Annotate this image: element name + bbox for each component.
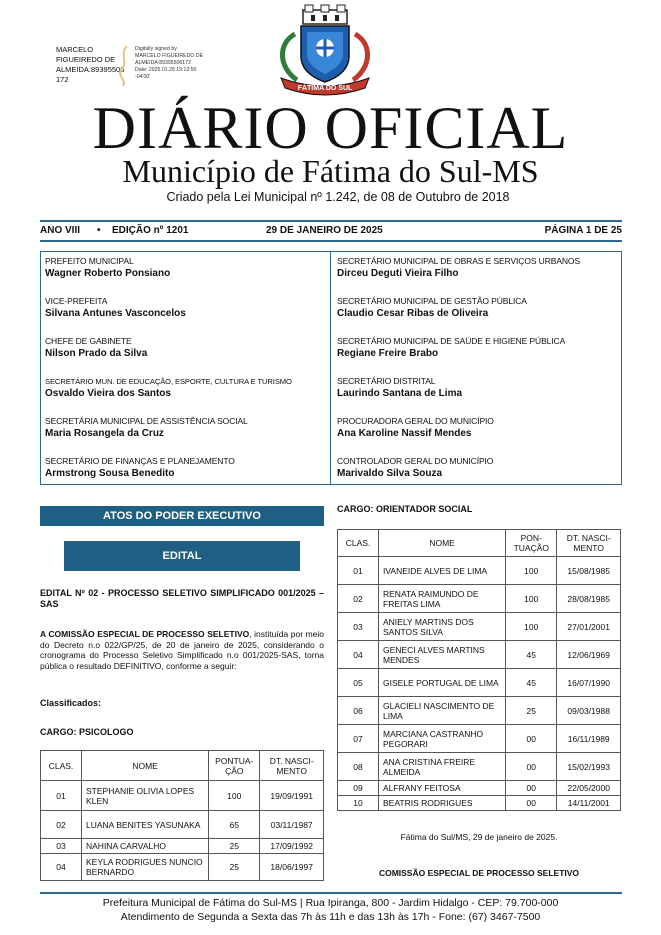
signature-detail-line: -04'00'	[135, 74, 151, 80]
cell-nome: GLACIELI NASCIMENTO DE LIMA	[379, 697, 506, 725]
official-entry	[337, 256, 622, 280]
signature-detail-line: Digitally signed by	[135, 46, 177, 52]
masthead-title: DIÁRIO OFICIAL	[92, 95, 569, 161]
footer-address: Prefeitura Municipal de Fátima do Sul-MS | Rua Ipiranga, 800 - Jardim Hidalgo - CEP: 79.700-000	[102, 897, 559, 909]
table-header-row	[338, 530, 621, 557]
edition-year: ANO VIII	[40, 225, 81, 236]
psicologo-results-table	[40, 750, 324, 881]
cell-nascimento: 15/02/1993	[557, 753, 621, 781]
cell-clas: 04	[41, 854, 82, 881]
official-name: Silvana Antunes Vasconcelos	[45, 308, 186, 319]
cell-clas: 05	[338, 669, 379, 697]
table-row	[338, 753, 621, 781]
cell-nascimento: 18/06/1997	[260, 854, 324, 881]
cell-nome: IVANEIDE ALVES DE LIMA	[379, 557, 506, 585]
cell-pontuacao: 45	[506, 641, 557, 669]
table-row	[338, 585, 621, 613]
footer-rule	[40, 892, 622, 894]
cell-pontuacao: 25	[506, 697, 557, 725]
official-role: PROCURADORA GERAL DO MUNICÍPIO	[337, 416, 494, 426]
masthead-law: Criado pela Lei Municipal nº 1.242, de 08 de Outubro de 2018	[166, 190, 510, 204]
official-role: SECRETÁRIO DISTRITAL	[337, 376, 436, 386]
official-entry	[337, 296, 622, 320]
official-entry	[45, 416, 330, 440]
official-role: PREFEITO MUNICIPAL	[45, 256, 134, 266]
signer-name-line: ALMEIDA:89395506	[56, 65, 125, 74]
official-role: SECRETÁRIO MUNICIPAL DE GESTÃO PÚBLICA	[337, 296, 527, 306]
table-row	[41, 854, 324, 881]
cargo-orientador-heading: CARGO: ORIENTADOR SOCIAL	[337, 504, 473, 514]
cell-clas: 10	[338, 796, 379, 811]
signature-details	[135, 46, 215, 81]
official-entry	[45, 336, 330, 360]
official-name: Laurindo Santana de Lima	[337, 388, 463, 399]
official-entry	[45, 456, 330, 480]
cell-pontuacao: 00	[506, 796, 557, 811]
cell-nome: LUANA BENITES YASUNAKA	[82, 811, 209, 839]
table-row	[338, 697, 621, 725]
col-header-pontuacao: PONTUA-ÇÃO	[209, 751, 260, 781]
signature-detail-line: Date: 2025.01.29 19:13:50	[135, 67, 197, 73]
cell-pontuacao: 100	[209, 781, 260, 811]
table-row	[338, 725, 621, 753]
cell-nome: RENATA RAIMUNDO DE FREITAS LIMA	[379, 585, 506, 613]
cell-pontuacao: 100	[506, 557, 557, 585]
section-header-edital: EDITAL	[64, 541, 300, 571]
commission-signature: COMISSÃO ESPECIAL DE PROCESSO SELETIVO	[378, 868, 580, 878]
edition-date: 29 DE JANEIRO DE 2025	[266, 225, 383, 236]
signature-mark-icon	[115, 44, 133, 88]
col-header-nome: NOME	[379, 530, 506, 557]
cell-pontuacao: 25	[209, 839, 260, 854]
official-name: Claudio Cesar Ribas de Oliveira	[337, 308, 489, 319]
cell-clas: 09	[338, 781, 379, 796]
edital-intro	[40, 629, 324, 671]
cell-nome: MARCIANA CASTRANHO PEGORARI	[379, 725, 506, 753]
table-row	[338, 613, 621, 641]
cell-nascimento: 16/11/1989	[557, 725, 621, 753]
cell-pontuacao: 25	[209, 854, 260, 881]
official-name: Regiane Freire Brabo	[337, 348, 439, 359]
col-header-pontuacao: PON-TUAÇÃO	[506, 530, 557, 557]
cell-nascimento: 12/06/1969	[557, 641, 621, 669]
official-role: VICE-PREFEITA	[45, 296, 108, 306]
cell-clas: 01	[338, 557, 379, 585]
cell-nascimento: 03/11/1987	[260, 811, 324, 839]
cell-pontuacao: 100	[506, 613, 557, 641]
cell-nascimento: 22/05/2000	[557, 781, 621, 796]
cell-clas: 03	[41, 839, 82, 854]
cell-nome: NAHINA CARVALHO	[82, 839, 209, 854]
signer-name-line: MARCELO	[56, 45, 94, 54]
cell-pontuacao: 00	[506, 725, 557, 753]
cell-clas: 01	[41, 781, 82, 811]
table-row	[338, 796, 621, 811]
section-header-atos: ATOS DO PODER EXECUTIVO	[40, 506, 324, 526]
cell-pontuacao: 00	[506, 781, 557, 796]
official-role: CHEFE DE GABINETE	[45, 336, 132, 346]
crest-banner-text: FÁTIMA DO SUL	[297, 85, 353, 92]
signer-name-line: FIGUEIREDO DE	[56, 55, 116, 64]
official-role: SECRETÁRIA MUNICIPAL DE ASSISTÊNCIA SOCIAL	[45, 416, 248, 426]
signer-name-line: 172	[56, 75, 69, 84]
cell-pontuacao: 65	[209, 811, 260, 839]
official-name: Osvaldo Vieira dos Santos	[45, 388, 171, 399]
cell-nome: KEYLA RODRIGUES NUNCIO BERNARDO	[82, 854, 209, 881]
cell-nome: ANA CRISTINA FREIRE ALMEIDA	[379, 753, 506, 781]
table-row	[41, 781, 324, 811]
official-entry	[45, 256, 330, 280]
col-header-nome: NOME	[82, 751, 209, 781]
cell-nome: ALFRANY FEITOSA	[379, 781, 506, 796]
official-name: Dirceu Deguti Vieira Filho	[337, 268, 459, 279]
col-header-clas: CLAS.	[41, 751, 82, 781]
table-row	[338, 781, 621, 796]
cell-clas: 08	[338, 753, 379, 781]
col-header-nascimento: DT. NASCI-MENTO	[260, 751, 324, 781]
cell-clas: 03	[338, 613, 379, 641]
col-header-clas: CLAS.	[338, 530, 379, 557]
orientador-results-table	[337, 529, 621, 811]
cargo-psicologo-heading: CARGO: PSICOLOGO	[40, 727, 134, 737]
cell-nome: GISELE PORTUGAL DE LIMA	[379, 669, 506, 697]
cell-nome: ANIELY MARTINS DOS SANTOS SILVA	[379, 613, 506, 641]
cell-clas: 02	[41, 811, 82, 839]
official-entry	[337, 456, 622, 480]
edital-title: EDITAL Nº 02 - PROCESSO SELETIVO SIMPLIFICADO 001/2025 – SAS	[40, 588, 324, 609]
official-entry	[45, 296, 330, 320]
official-name: Armstrong Sousa Benedito	[45, 468, 175, 479]
cell-pontuacao: 100	[506, 585, 557, 613]
footer-hours: Atendimento de Segunda a Sexta das 7h às 11h e das 13h às 17h - Fone: (67) 3467-7500	[120, 911, 541, 923]
cell-clas: 06	[338, 697, 379, 725]
cell-nascimento: 16/07/1990	[557, 669, 621, 697]
official-entry	[337, 416, 622, 440]
cell-nome: BEATRIS RODRIGUES	[379, 796, 506, 811]
officials-directory	[40, 251, 622, 485]
official-name: Maria Rosangela da Cruz	[45, 428, 164, 439]
edition-rule-bottom	[40, 240, 622, 242]
official-name: Nilson Prado da Silva	[45, 348, 148, 359]
table-row	[41, 811, 324, 839]
table-row	[338, 557, 621, 585]
cell-clas: 02	[338, 585, 379, 613]
intro-body: , instituída por meio do Decreto n.o 022/GP/25, de 20 de janeiro de 2025, considerando o cronograma do Processo Seletivo Simplificado n.o 001/2025-SAS, torna pública o resultado DEFINITIVO, conforme a seguir:	[40, 629, 324, 671]
classified-heading: Classificados:	[40, 698, 102, 708]
officials-divider	[330, 252, 331, 484]
cell-clas: 07	[338, 725, 379, 753]
cell-nascimento: 14/11/2001	[557, 796, 621, 811]
cell-pontuacao: 45	[506, 669, 557, 697]
table-row	[338, 669, 621, 697]
official-name: Marivaldo Silva Souza	[337, 468, 443, 479]
official-name: Wagner Roberto Ponsiano	[45, 268, 171, 279]
cell-nascimento: 28/08/1985	[557, 585, 621, 613]
table-header-row	[41, 751, 324, 781]
intro-lead: A COMISSÃO ESPECIAL DE PROCESSO SELETIVO	[40, 629, 250, 639]
table-row	[41, 839, 324, 854]
official-role: SECRETÁRIO MUN. DE EDUCAÇÃO, ESPORTE, CULTURA E TURISMO	[45, 377, 292, 386]
cell-clas: 04	[338, 641, 379, 669]
cell-nascimento: 19/09/1991	[260, 781, 324, 811]
official-role: CONTROLADOR GERAL DO MUNICÍPIO	[337, 456, 494, 466]
official-role: SECRETÁRIO DE FINANÇAS E PLANEJAMENTO	[45, 456, 235, 466]
cell-nascimento: 09/03/1988	[557, 697, 621, 725]
cell-nascimento: 15/08/1985	[557, 557, 621, 585]
cell-pontuacao: 00	[506, 753, 557, 781]
signature-detail-line: MARCELO FIGUEIREDO DE	[135, 53, 204, 59]
edition-bullet: •	[97, 225, 101, 236]
cell-nome: STEPHANIE OLIVIA LOPES KLEN	[82, 781, 209, 811]
col-header-nascimento: DT. NASCI-MENTO	[557, 530, 621, 557]
official-entry	[337, 336, 622, 360]
table-row	[338, 641, 621, 669]
official-entry	[45, 376, 330, 400]
cell-nascimento: 17/09/1992	[260, 839, 324, 854]
official-role: SECRETÁRIO MUNICIPAL DE OBRAS E SERVIÇOS URBANOS	[337, 256, 581, 266]
edition-number: EDIÇÃO nº 1201	[112, 225, 189, 236]
cell-nascimento: 27/01/2001	[557, 613, 621, 641]
official-entry	[337, 376, 622, 400]
place-date: Fátima do Sul/MS, 29 de janeiro de 2025.	[400, 832, 558, 842]
official-role: SECRETÁRIO MUNICIPAL DE SAÚDE E HIGIENE PÚBLICA	[337, 336, 566, 346]
municipal-crest-icon	[267, 4, 383, 96]
edition-page: PÁGINA 1 DE 25	[544, 225, 622, 236]
edition-rule-top	[40, 220, 622, 222]
official-name: Ana Karoline Nassif Mendes	[337, 428, 472, 439]
masthead-subtitle: Município de Fátima do Sul-MS	[122, 153, 539, 189]
signature-detail-line: ALMEIDA:89395506172	[135, 60, 191, 66]
cell-nome: GENECI ALVES MARTINS MENDES	[379, 641, 506, 669]
